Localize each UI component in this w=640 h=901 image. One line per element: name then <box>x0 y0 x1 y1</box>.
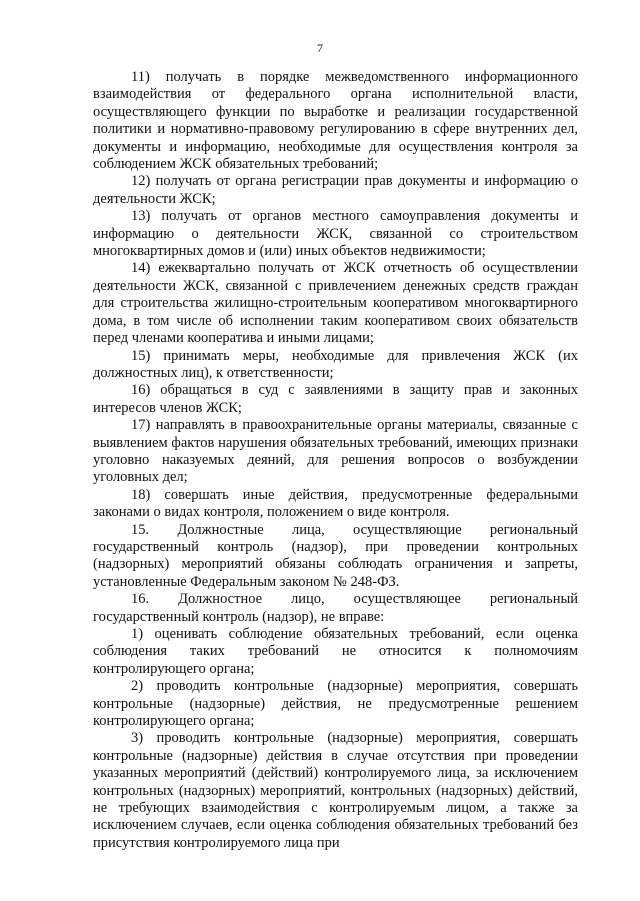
paragraph-item-13: 13) получать от органов местного самоуправления документы и информацию о деятельности ЖСК, связанной со строительством многоквартирных домов и (или) иных объектов недвижимости; <box>93 208 578 260</box>
prohibition-item-2: 2) проводить контрольные (надзорные) мероприятия, совершать контрольные (надзорные) действия, не предусмотренные решением контролирующего органа; <box>93 678 578 730</box>
paragraph-item-14: 14) ежеквартально получать от ЖСК отчетность об осуществлении деятельности ЖСК, связанной с привлечением денежных средств граждан для строительства жилищно-строительным кооперативом многоквартирного дома, в том числе об исполнении таким кооперативом своих обязательств перед членами кооператива и иными лицами; <box>93 260 578 347</box>
paragraph-item-17: 17) направлять в правоохранительные органы материалы, связанные с выявлением фактов нарушения обязательных требований, имеющих признаки уголовно наказуемых деяний, для решения вопросов о возбуждении уголовных дел; <box>93 417 578 486</box>
section-16-paragraph: 16. Должностное лицо, осуществляющее региональный государственный контроль (надзор), не вправе: <box>93 591 578 625</box>
paragraph-item-11: 11) получать в порядке межведомственного информационного взаимодействия от федерального органа исполнительной власти, осуществляющего функции по выработке и реализации государственной политики и нормативно-правовому регулированию в сфере внутренних дел, документы и информацию, необходимые для осуществления контроля за соблюдением ЖСК обязательных требований; <box>93 69 578 173</box>
paragraph-item-18: 18) совершать иные действия, предусмотренные федеральными законами о видах контроля, положением о виде контроля. <box>93 486 578 521</box>
section-15-paragraph: 15. Должностные лица, осуществляющие региональный государственный контроль (надзор), при проведении контрольных (надзорных) мероприятий обязаны соблюдать ограничения и запреты, установленные Федеральным законом № 248-ФЗ. <box>93 521 578 590</box>
prohibition-item-1: 1) оценивать соблюдение обязательных требований, если оценка соблюдения таких требований не относится к полномочиям контролирующего органа; <box>93 626 578 677</box>
paragraph-item-16: 16) обращаться в суд с заявлениями в защиту прав и законных интересов членов ЖСК; <box>93 382 578 416</box>
page-number: 7 <box>317 41 323 55</box>
paragraph-item-15: 15) принимать меры, необходимые для привлечения ЖСК (их должностных лиц), к ответственности; <box>93 347 578 381</box>
prohibition-item-3: 3) проводить контрольные (надзорные) мероприятия, совершать контрольные (надзорные) действия в случае отсутствия при проведении указанных мероприятий (действий) контролируемого лица, за исключением контрольных (надзорных) мероприятий, контрольных (надзорных) действий, не требующих взаимодействия с контролируемым лицом, а также за исключением случаев, если оценка соблюдения обязательных требований без присутствия контролируемого лица при <box>93 730 578 851</box>
document-body <box>93 69 578 852</box>
paragraph-item-12: 12) получать от органа регистрации прав документы и информацию о деятельности ЖСК; <box>93 173 578 207</box>
